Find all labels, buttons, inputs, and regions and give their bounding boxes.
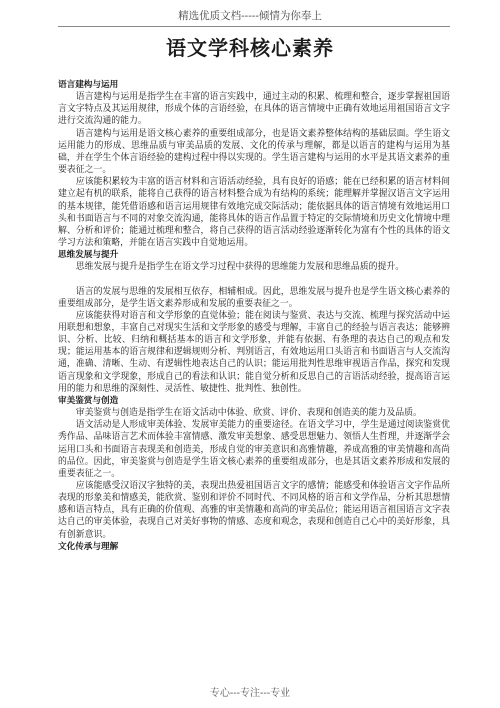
paragraph: 语文活动是人形成审美体验、发展审美能力的重要途径。在语文学习中，学生是通过阅读鉴赏优秀作品、品味语言艺术而体验丰富情感、激发审美想象、感受思想魅力、领悟人生哲理，并逐渐学会运用口头和书面语言表现美和创造美，形成自觉的审美意识和高雅情趣，养成高雅的审美情趣和高尚的品位。因此，审美鉴赏与创造是学生语文核心素养的重要组成部分，也是其语文素养形成和发展的重要表征之一。: [58, 420, 450, 479]
paragraph: 应该能感受汉语汉字独特的美，表现出热爱祖国语言文字的感情；能感受和体验语言文字作品所表现的形象美和情感美，能欣赏、鉴别和评价不同时代、不同风格的语言和文学作品，分析其思想情感和语言特点，具有正确的价值观、高雅的审美情趣和高尚的审美品位；能运用语言祖国语言文字表达自己的审美体验，表现自己对美好事物的情感、态度和观念，表现和创造自己心中的美好形象，具有创新意识。: [58, 481, 450, 540]
section-heading: 思维发展与提升: [58, 250, 119, 261]
paragraph: 语言建构与运用是指学生在丰富的语言实践中，通过主动的积累、梳理和整合，逐步掌握祖国语言文字特点及其运用规律，形成个体的言语经验，在具体的语言情境中正确有效地运用祖国语言文字进行交流沟通的能力。: [58, 92, 450, 127]
document-body: [58, 79, 450, 553]
paragraph: 应该能获得对语言和文学形象的直觉体验；能在阅读与鉴赏、表达与交流、梳理与探究活动中运用联想和想象，丰富自己对现实生活和文学形象的感受与理解，丰富自己的经验与语言表达；能够辨识、分析、比较、归纳和概括基本的语言和文学形象，并能有依据、有条理的表达自己的观点和发现；能运用基本的语言规律和逻辑规则分析、判别语言，有效地运用口头语言和书面语言与人交流沟通，准确、清晰、生动、有逻辑性地表达自己的认识；能运用批判性思维审视语言作品，探究和发现语言现象和文学现象，形成自己的看法和认识；能自觉分析和反思自己的言语活动经验，提高语言运用的能力和思维的深刻性、灵活性、敏捷性、批判性、独创性。: [58, 310, 450, 394]
paragraph: 应该能积累较为丰富的语言材料和言语活动经验，具有良好的语感；能在已经积累的语言材料间建立起有机的联系，能将自己获得的语言材料整合成为有结构的系统；能理解并掌握汉语言文字运用的基本规律，能凭借语感和语言运用规律有效地完成交际活动；能依据具体的语言情境有效地运用口头和书面语言与不同的对象交流沟通，能将具体的语言作品置于特定的交际情境和历史文化情境中理解、分析和评价；能通过梳理和整合，将自己获得的语言活动经验逐渐转化为富有个性的具体的语文学习方法和策略，并能在语言实践中自觉地运用。: [58, 177, 450, 249]
paragraph: 审美鉴赏与创造是指学生在语文活动中体验、欣赏、评价、表现和创造美的能力及品质。: [75, 408, 422, 419]
section-heading: 审美鉴赏与创造: [58, 395, 119, 406]
page-title: 语文学科核心素养: [166, 36, 334, 60]
paragraph: 思维发展与提升是指学生在语文学习过程中获得的思维能力发展和思维品质的提升。: [75, 262, 405, 273]
paragraph: 语言的发展与思维的发展相互依存，相辅相成。因此，思维发展与提升也是学生语文核心素养的重要组成部分，是学生语文素养形成和发展的重要表征之一。: [58, 286, 450, 309]
paragraph-gap: [58, 274, 450, 286]
section-heading: 语言建构与运用: [58, 80, 119, 90]
section-heading: 文化传承与理解: [58, 541, 119, 552]
page-footer: 专心---专注---专业: [209, 688, 291, 699]
header-banner: 精选优质文档-----倾情为你奉上: [178, 10, 322, 22]
paragraph: 语言建构与运用是语文核心素养的重要组成部分，也是语文素养整体结构的基础层面。学生语文运用能力的形成、思维品质与审美品质的发展、文化的传承与理解，都是以语言的建构与运用为基础，并在学生个体言语经验的建构过程中得以实现的。学生语言建构与运用的水平是其语文素养的重要表征之一。: [58, 128, 450, 176]
header-rule: [58, 26, 450, 27]
